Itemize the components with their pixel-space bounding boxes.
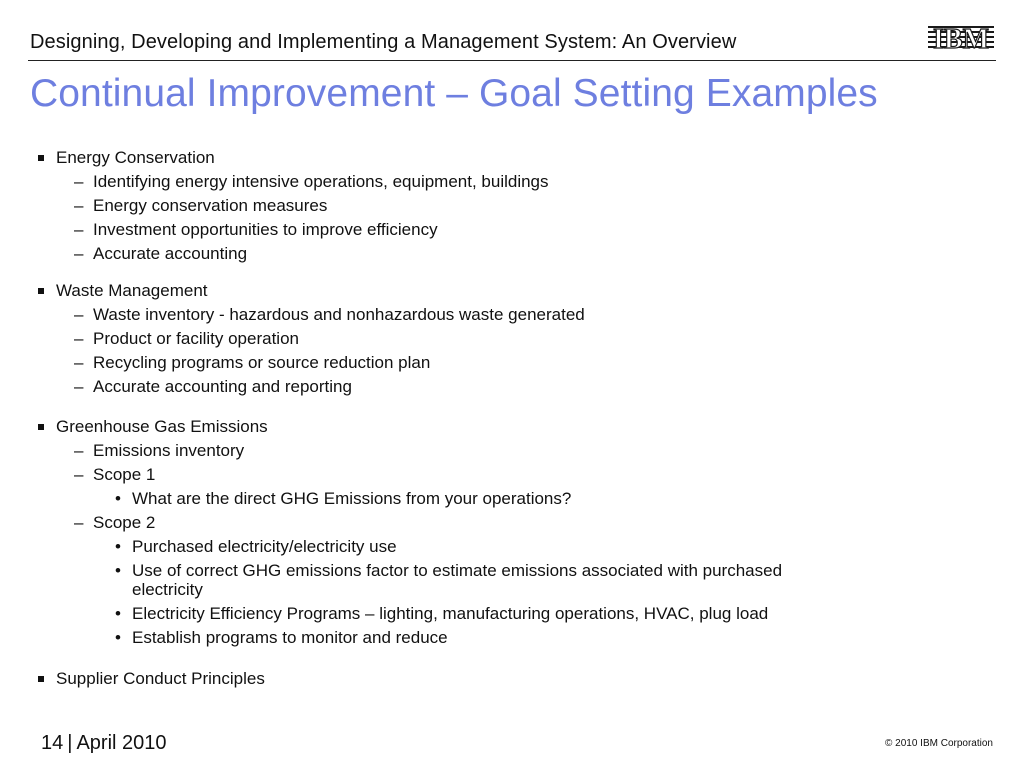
presentation-title: Designing, Developing and Implementing a Management System: An Overview xyxy=(30,31,737,53)
section-heading: Energy Conservation xyxy=(56,148,215,167)
dash-marker: – xyxy=(74,220,84,239)
list-item: Investment opportunities to improve efficiency xyxy=(93,220,438,239)
section-heading: Waste Management xyxy=(56,281,208,300)
dash-marker: – xyxy=(74,172,84,191)
dash-marker: – xyxy=(74,513,84,532)
list-item: Waste inventory - hazardous and nonhazardous waste generated xyxy=(93,305,585,324)
list-item: Accurate accounting xyxy=(93,244,248,263)
sub-list-item: Use of correct GHG emissions factor to estimate emissions associated with purchased xyxy=(132,561,783,580)
list-item: Identifying energy intensive operations, equipment, buildings xyxy=(93,172,549,191)
dot-marker: • xyxy=(115,561,121,580)
list-item: Accurate accounting and reporting xyxy=(93,377,352,396)
list-item: Energy conservation measures xyxy=(93,196,328,215)
dot-marker: • xyxy=(115,537,121,556)
list-item: Product or facility operation xyxy=(93,329,299,348)
sub-list-item: Electricity Efficiency Programs – lighting, manufacturing operations, HVAC, plug load xyxy=(132,604,769,623)
list-item: Emissions inventory xyxy=(93,441,245,460)
bullet-square-icon xyxy=(38,288,44,294)
footer-date: April 2010 xyxy=(76,732,167,754)
dash-marker: – xyxy=(74,441,84,460)
sub-list-item-continued: electricity xyxy=(132,580,203,599)
dash-marker: – xyxy=(74,329,84,348)
dot-marker: • xyxy=(115,489,121,508)
footer-separator: | xyxy=(67,732,73,754)
dash-marker: – xyxy=(74,196,84,215)
footer-page-info xyxy=(41,732,167,755)
dash-marker: – xyxy=(74,353,84,372)
dot-marker: • xyxy=(115,628,121,647)
copyright-notice: © 2010 IBM Corporation xyxy=(885,738,993,749)
sub-list-item: Purchased electricity/electricity use xyxy=(132,537,397,556)
bullet-square-icon xyxy=(38,424,44,430)
section-heading: Supplier Conduct Principles xyxy=(56,669,265,688)
slide-title: Continual Improvement – Goal Setting Examples xyxy=(30,72,878,115)
svg-text:IBM: IBM xyxy=(933,24,989,52)
section-heading: Greenhouse Gas Emissions xyxy=(56,417,268,436)
dash-marker: – xyxy=(74,465,84,484)
bullet-square-icon xyxy=(38,155,44,161)
bullet-square-icon xyxy=(38,676,44,682)
list-item: Scope 1 xyxy=(93,465,156,484)
dash-marker: – xyxy=(74,244,84,263)
page-number: 14 xyxy=(41,732,64,754)
dash-marker: – xyxy=(74,305,84,324)
list-item: Scope 2 xyxy=(93,513,156,532)
dash-marker: – xyxy=(74,377,84,396)
dot-marker: • xyxy=(115,604,121,623)
list-item: Recycling programs or source reduction plan xyxy=(93,353,431,372)
sub-list-item: What are the direct GHG Emissions from your operations? xyxy=(132,489,572,508)
sub-list-item: Establish programs to monitor and reduce xyxy=(132,628,448,647)
